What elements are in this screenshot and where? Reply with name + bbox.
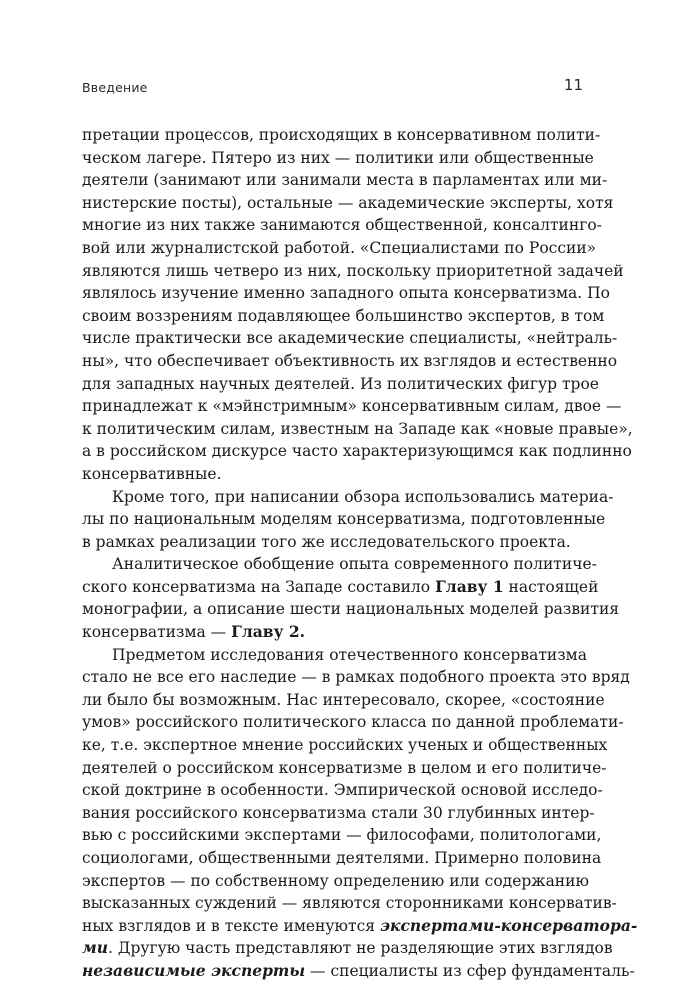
- page-number: 11: [563, 76, 583, 94]
- text-fragment: настоящей: [508, 577, 599, 596]
- text-line: а в российском дискурсе часто характеризующимся как подлинно: [82, 442, 632, 461]
- text-line: для западных научных деятелей. Из политических фигур трое: [82, 374, 599, 393]
- text-line: монографии, а описание шести национальных моделей развития: [82, 600, 620, 619]
- text-line: стало не все его наследие — в рамках подобного проекта это вряд: [82, 668, 630, 687]
- text-line: социологами, общественными деятелями. Примерно половина: [82, 849, 602, 867]
- text-line: деятели (занимают или занимали места в парламентах или ми-: [82, 171, 608, 190]
- text-line: ской доктрине в особенности. Эмпирической основой исследо-: [82, 781, 603, 800]
- text-line: Аналитическое обобщение опыта современного политиче-: [112, 555, 597, 574]
- text-line: своим воззрениям подавляющее большинство экспертов, в том: [82, 306, 605, 325]
- chapter-ref-2: Главу 2.: [231, 622, 306, 642]
- text-line: [82, 576, 599, 599]
- emphasis-independent-experts: независимые эксперты: [82, 960, 306, 980]
- text-line: [82, 915, 638, 938]
- paragraph-4: [82, 644, 638, 983]
- text-line: претации процессов, происходящих в консервативном полити-: [82, 126, 601, 144]
- text-line: [82, 960, 635, 983]
- text-line: Кроме того, при написании обзора использовались материа-: [112, 487, 614, 506]
- chapter-ref-1: Главу 1: [435, 576, 504, 596]
- text-line: нистерские посты), остальные — академические эксперты, хотя: [82, 193, 614, 212]
- running-head: Введение: [82, 80, 148, 95]
- text-line: числе практически все академические специалисты, «нейтраль-: [82, 329, 618, 348]
- text-line: вью с российскими экспертами — философами, политологами,: [82, 826, 602, 845]
- text-line: умов» российского политического класса по данной проблемати-: [82, 713, 624, 732]
- text-fragment: — специалисты из сфер фундаменталь-: [305, 961, 635, 980]
- text-line: ке, т.е. экспертное мнение российских ученых и общественных: [82, 736, 608, 755]
- body-text: [82, 124, 638, 983]
- paragraph-1: [82, 124, 633, 486]
- text-line: ческом лагере. Пятеро из них — политики или общественные: [82, 148, 594, 167]
- text-line: принадлежат к «мэйнстримным» консервативным силам, двое —: [82, 397, 622, 416]
- text-line: в рамках реализации того же исследовательского проекта.: [82, 532, 571, 551]
- emphasis-experts-conservatives-end: ми: [82, 938, 109, 958]
- text-line: являются лишь четверо из них, поскольку приоритетной задачей: [82, 261, 624, 280]
- text-line: [82, 937, 613, 960]
- text-fragment: консерватизма —: [82, 623, 227, 642]
- text-line: высказанных суждений — являются сторонниками консерватив-: [82, 894, 617, 913]
- text-line: Предметом исследования отечественного консерватизма: [112, 645, 587, 664]
- text-line: являлось изучение именно западного опыта консерватизма. По: [82, 284, 610, 303]
- text-line: вания российского консерватизма стали 30 глубинных интер-: [82, 803, 595, 822]
- paragraph-3: [82, 553, 620, 643]
- text-line: ли было бы возможным. Нас интересовало, скорее, «состояние: [82, 690, 605, 709]
- emphasis-experts-conservatives: экспертами-консерватора-: [379, 915, 638, 935]
- text-fragment: . Другую часть представляют не разделяющие этих взглядов: [108, 939, 613, 958]
- text-line: лы по национальным моделям консерватизма, подготовленные: [82, 510, 606, 529]
- text-line: [82, 621, 584, 644]
- text-line: деятелей о российском консерватизме в целом и его политиче-: [82, 758, 607, 777]
- text-line: к политическим силам, известным на Западе как «новые правые»,: [82, 419, 633, 438]
- text-fragment: ского консерватизма на Западе составило: [82, 577, 431, 596]
- text-line: ны», что обеспечивает объективность их взглядов и естественно: [82, 351, 618, 370]
- text-line: многие из них также занимаются общественной, консалтинго-: [82, 216, 602, 235]
- text-line: экспертов — по собственному определению или содержанию: [82, 871, 589, 890]
- text-line: вой или журналистской работой. «Специалистами по России»: [82, 238, 597, 257]
- paragraph-2: [82, 486, 614, 554]
- text-fragment: ных взглядов и в тексте именуются: [82, 916, 376, 935]
- text-line: консервативные.: [82, 464, 222, 483]
